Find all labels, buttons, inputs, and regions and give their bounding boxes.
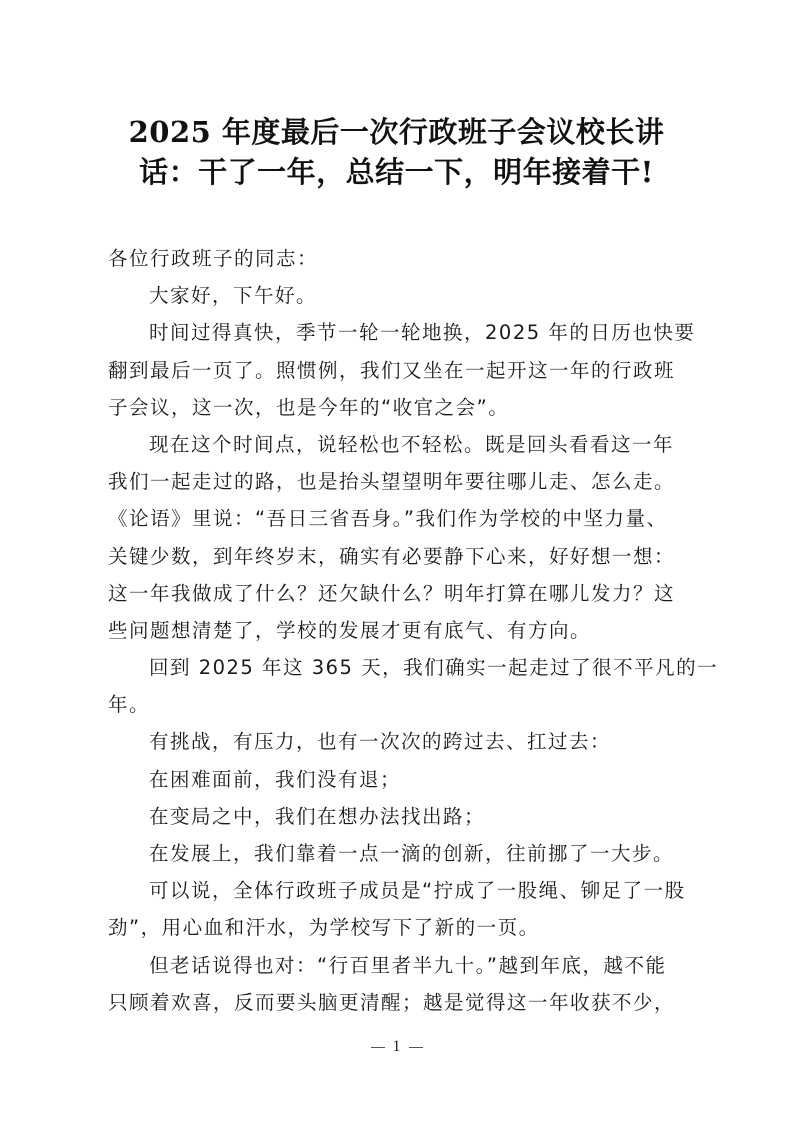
body-line: 年。 [108,693,151,717]
body-line: 劲”，用心血和汗水，为学校写下了新的一页。 [108,916,540,940]
body-line: 可以说，全体行政班子成员是“拧成了一股绳、铆足了一股 [149,879,686,903]
body-line: 但老话说得也对：“行百里者半九十。”越到年底，越不能 [149,953,667,977]
body-line: 子会议，这一次，也是今年的“收官之会”。 [108,395,510,419]
body-line: 回到 2025 年这 365 天，我们确实一起走过了很不平凡的一 [149,656,719,680]
body-line: 在发展上，我们靠着一点一滴的创新，往前挪了一大步。 [149,842,675,865]
page-footer [0,1038,793,1056]
body-line: 在变局之中，我们在想办法找出路； [149,804,486,828]
footer-dash-left [371,1047,385,1048]
body-line: 有挑战，有压力，也有一次次的跨过去、扛过去： [149,730,612,754]
body-line: 翻到最后一页了。照惯例，我们又坐在一起开这一年的行政班 [108,358,676,382]
body-line: 只顾着欢喜，反而要头脑更清醒；越是觉得这一年收获不少， [108,990,676,1014]
body-line: 这一年我做成了什么？还欠缺什么？明年打算在哪儿发力？这 [108,581,676,605]
body-line: 关键少数，到年终岁末，确实有必要静下心来，好好想一想： [108,544,676,568]
body-line: 《论语》里说：“吾日三省吾身。”我们作为学校的中坚力量、 [108,507,668,531]
body-line: 各位行政班子的同志： [108,247,319,270]
body-line: 现在这个时间点，说轻松也不轻松。既是回头看看这一年 [149,432,675,456]
body-line: 时间过得真快，季节一轮一轮地换，2025 年的日历也快要 [149,321,696,345]
body-line: 在困难面前，我们没有退； [149,767,402,791]
body-line: 些问题想清楚了，学校的发展才更有底气、有方向。 [108,618,592,642]
document-body [108,240,719,1021]
body-line: 我们一起走过的路，也是抬头望望明年要往哪儿走、怎么走。 [108,470,676,494]
body-line: 大家好，下午好。 [149,284,318,308]
document-title [100,112,693,192]
title-line-1: 2025 年度最后一次行政班子会议校长讲 [128,115,665,149]
title-line-2: 话：干了一年，总结一下，明年接着干! [139,155,654,189]
footer-dash-right [409,1047,423,1048]
page-number: 1 [392,1038,401,1055]
